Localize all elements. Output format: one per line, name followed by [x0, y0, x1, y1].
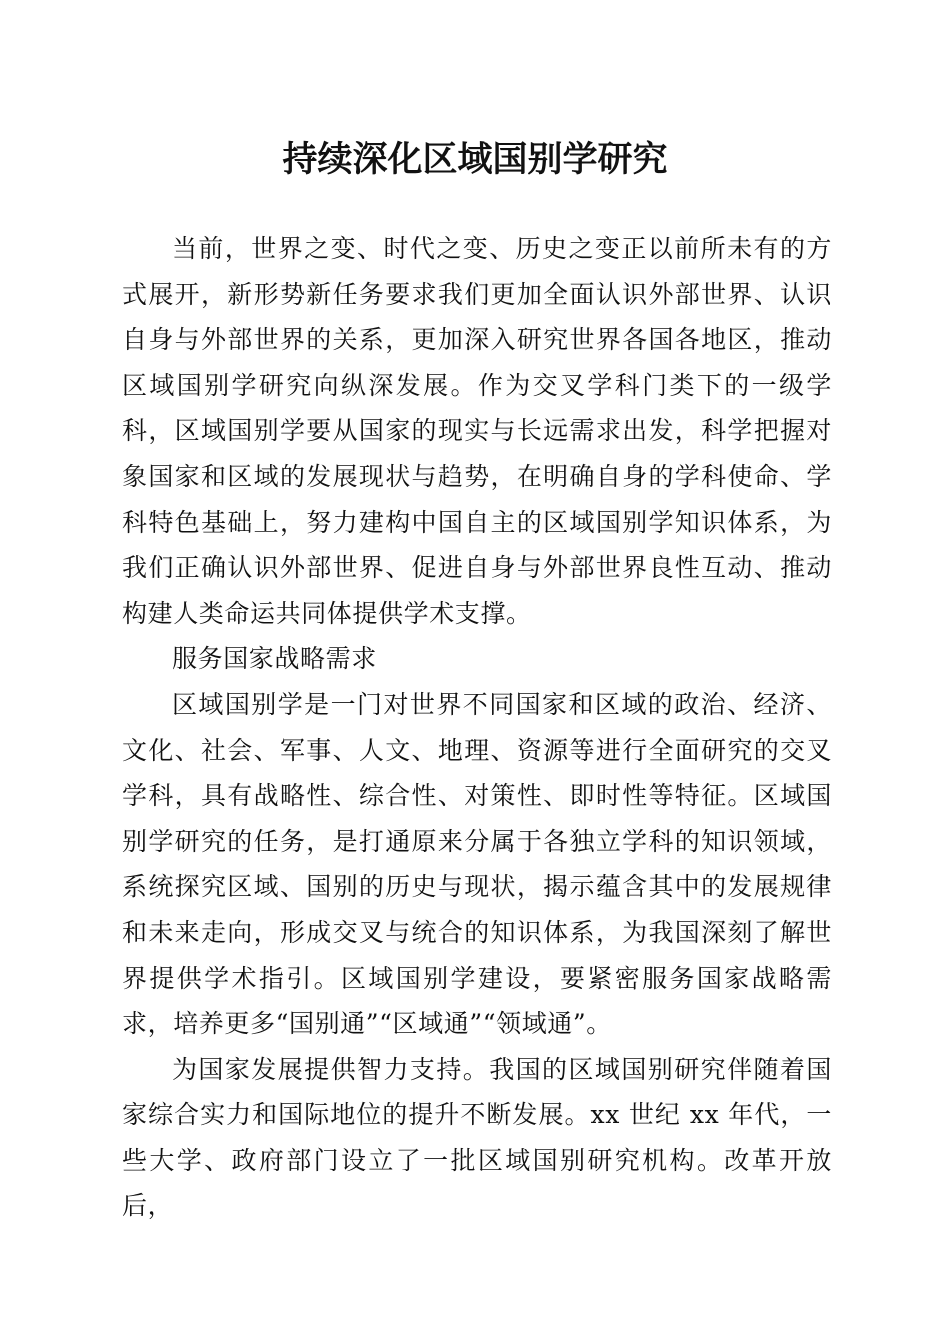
document-title: 持续深化区域国别学研究	[282, 139, 668, 180]
paragraph-discipline: 区域国别学是一门对世界不同国家和区域的政治、经济、文化、社会、军事、人文、地理、资源等进行全面研究的交叉学科，具有战略性、综合性、对策性、即时性等特征。区域国别学研究的任务，是打通原来分属于各独立学科的知识领域，系统探究区域、国别的历史与现状，揭示蕴含其中的发展规律和未来走向，形成交叉与统合的知识体系，为我国深刻了解世界提供学术指引。区域国别学建设，要紧密服务国家战略需求，培养更多“国别通”“区域通”“领域通”。	[122, 689, 832, 1039]
paragraph-intro: 当前，世界之变、时代之变、历史之变正以前所未有的方式展开，新形势新任务要求我们更加全面认识外部世界、认识自身与外部世界的关系，更加深入研究世界各国各地区，推动区域国别学研究向纵深发展。作为交叉学科门类下的一级学科，区域国别学要从国家的现实与长远需求出发，科学把握对象国家和区域的发展现状与趋势，在明确自身的学科使命、学科特色基础上，努力建构中国自主的区域国别学知识体系，为我们正确认识外部世界、促进自身与外部世界良性互动、推动构建人类命运共同体提供学术支撑。	[122, 234, 832, 628]
document-body	[122, 226, 832, 1229]
section-heading: 服务国家战略需求	[172, 644, 377, 674]
paragraph-support: 为国家发展提供智力支持。我国的区域国别研究伴随着国家综合实力和国际地位的提升不断发展。xx 世纪 xx 年代，一些大学、政府部门设立了一批区域国别研究机构。改革开放后，	[122, 1054, 832, 1221]
